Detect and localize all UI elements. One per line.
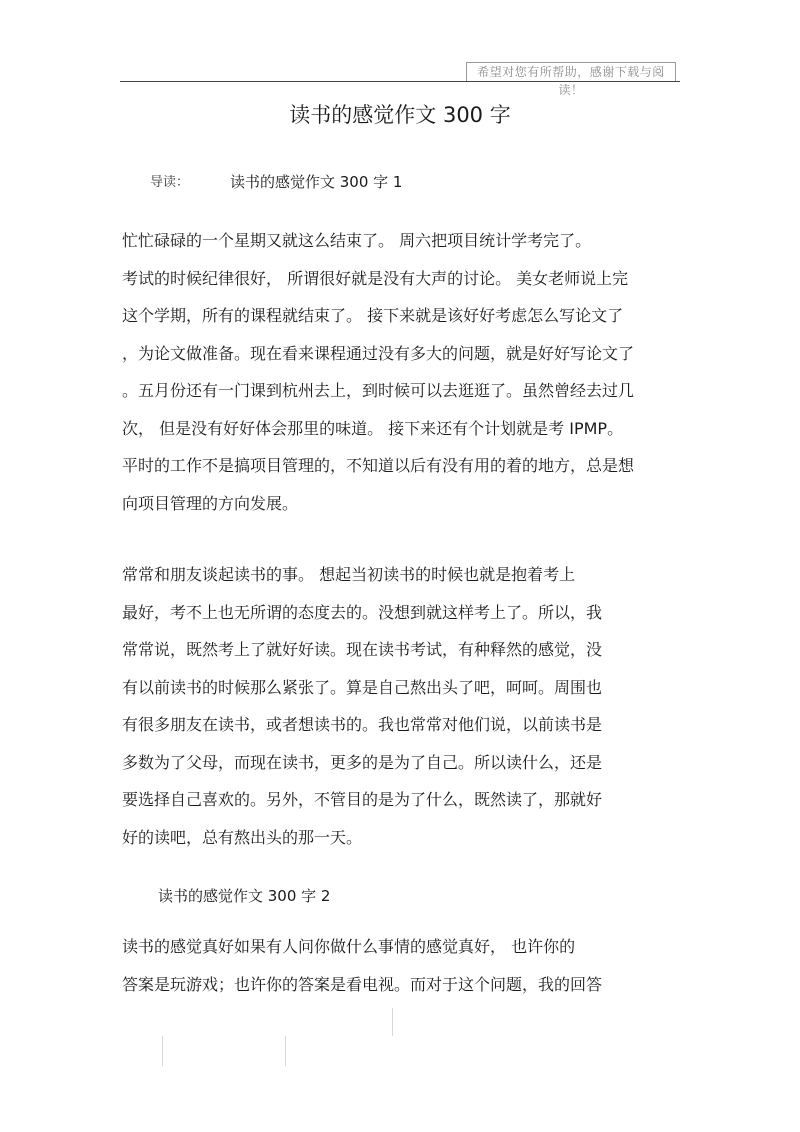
paragraph-line: 读书的感觉真好如果有人问你做什么事情的感觉真好， 也许你的 (122, 937, 576, 956)
paragraph-line: 最好，考不上也无所谓的态度去的。没想到就这样考上了。所以，我 (122, 602, 603, 622)
paragraph-1 (122, 229, 634, 529)
paragraph-2 (122, 563, 602, 863)
paragraph-line: 好的读吧，总有熬出头的那一天。 (122, 827, 363, 847)
paragraph-line: 向项目管理的方向发展。 (122, 493, 299, 513)
page-title: 读书的感觉作文 300 字 (289, 103, 511, 127)
paragraph-line: 。五月份还有一门课到杭州去上，到时候可以去逛逛了。虽然曾经去过几 (122, 381, 635, 400)
header-note: 希望对您有所帮助，感谢下载与阅读！ (466, 62, 676, 82)
header-divider (120, 81, 680, 82)
paragraph-line: 有很多朋友在读书，或者想读书的。我也常常对他们说，以前读书是 (122, 715, 603, 734)
scan-artifact-line (162, 1036, 163, 1066)
section-heading-2: 读书的感觉作文 300 字 2 (158, 887, 331, 905)
paragraph-3 (122, 935, 602, 1010)
paragraph-line: 次， 但是没有好好体会那里的味道。 接下来还有个计划就是考 IPMP。 (122, 418, 624, 438)
lead-text: 读书的感觉作文 300 字 1 (230, 173, 403, 191)
paragraph-line: ，为论文做准备。现在看来课程通过没有多大的问题，就是好好写论文了 (122, 343, 635, 363)
paragraph-line: 常常说，既然考上了就好好读。现在读书考试，有种释然的感觉，没 (122, 640, 603, 659)
paragraph-line: 多数为了父母，而现在读书，更多的是为了自己。所以读什么，还是 (122, 752, 603, 772)
scan-artifact-line (392, 1008, 393, 1036)
paragraph-line: 平时的工作不是搞项目管理的，不知道以后有没有用的着的地方，总是想 (122, 456, 635, 475)
scan-artifact-line (285, 1036, 286, 1066)
paragraph-line: 有以前读书的时候那么紧张了。算是自己熬出头了吧，呵呵。周围也 (122, 677, 603, 697)
paragraph-line: 常常和朋友谈起读书的事。 想起当初读书的时候也就是抱着考上 (122, 565, 576, 584)
paragraph-line: 答案是玩游戏；也许你的答案是看电视。而对于这个问题，我的回答 (122, 974, 603, 994)
paragraph-line: 要选择自己喜欢的。另外，不管目的是为了什么，既然读了，那就好 (122, 790, 603, 809)
paragraph-line: 忙忙碌碌的一个星期又就这么结束了。 周六把项目统计学考完了。 (122, 231, 592, 250)
paragraph-line: 这个学期，所有的课程就结束了。 接下来就是该好好考虑怎么写论文了 (122, 306, 624, 325)
paragraph-line: 考试的时候纪律很好， 所谓很好就是没有大声的讨论。 美女老师说上完 (122, 268, 629, 288)
lead-label: 导读： (150, 175, 190, 190)
